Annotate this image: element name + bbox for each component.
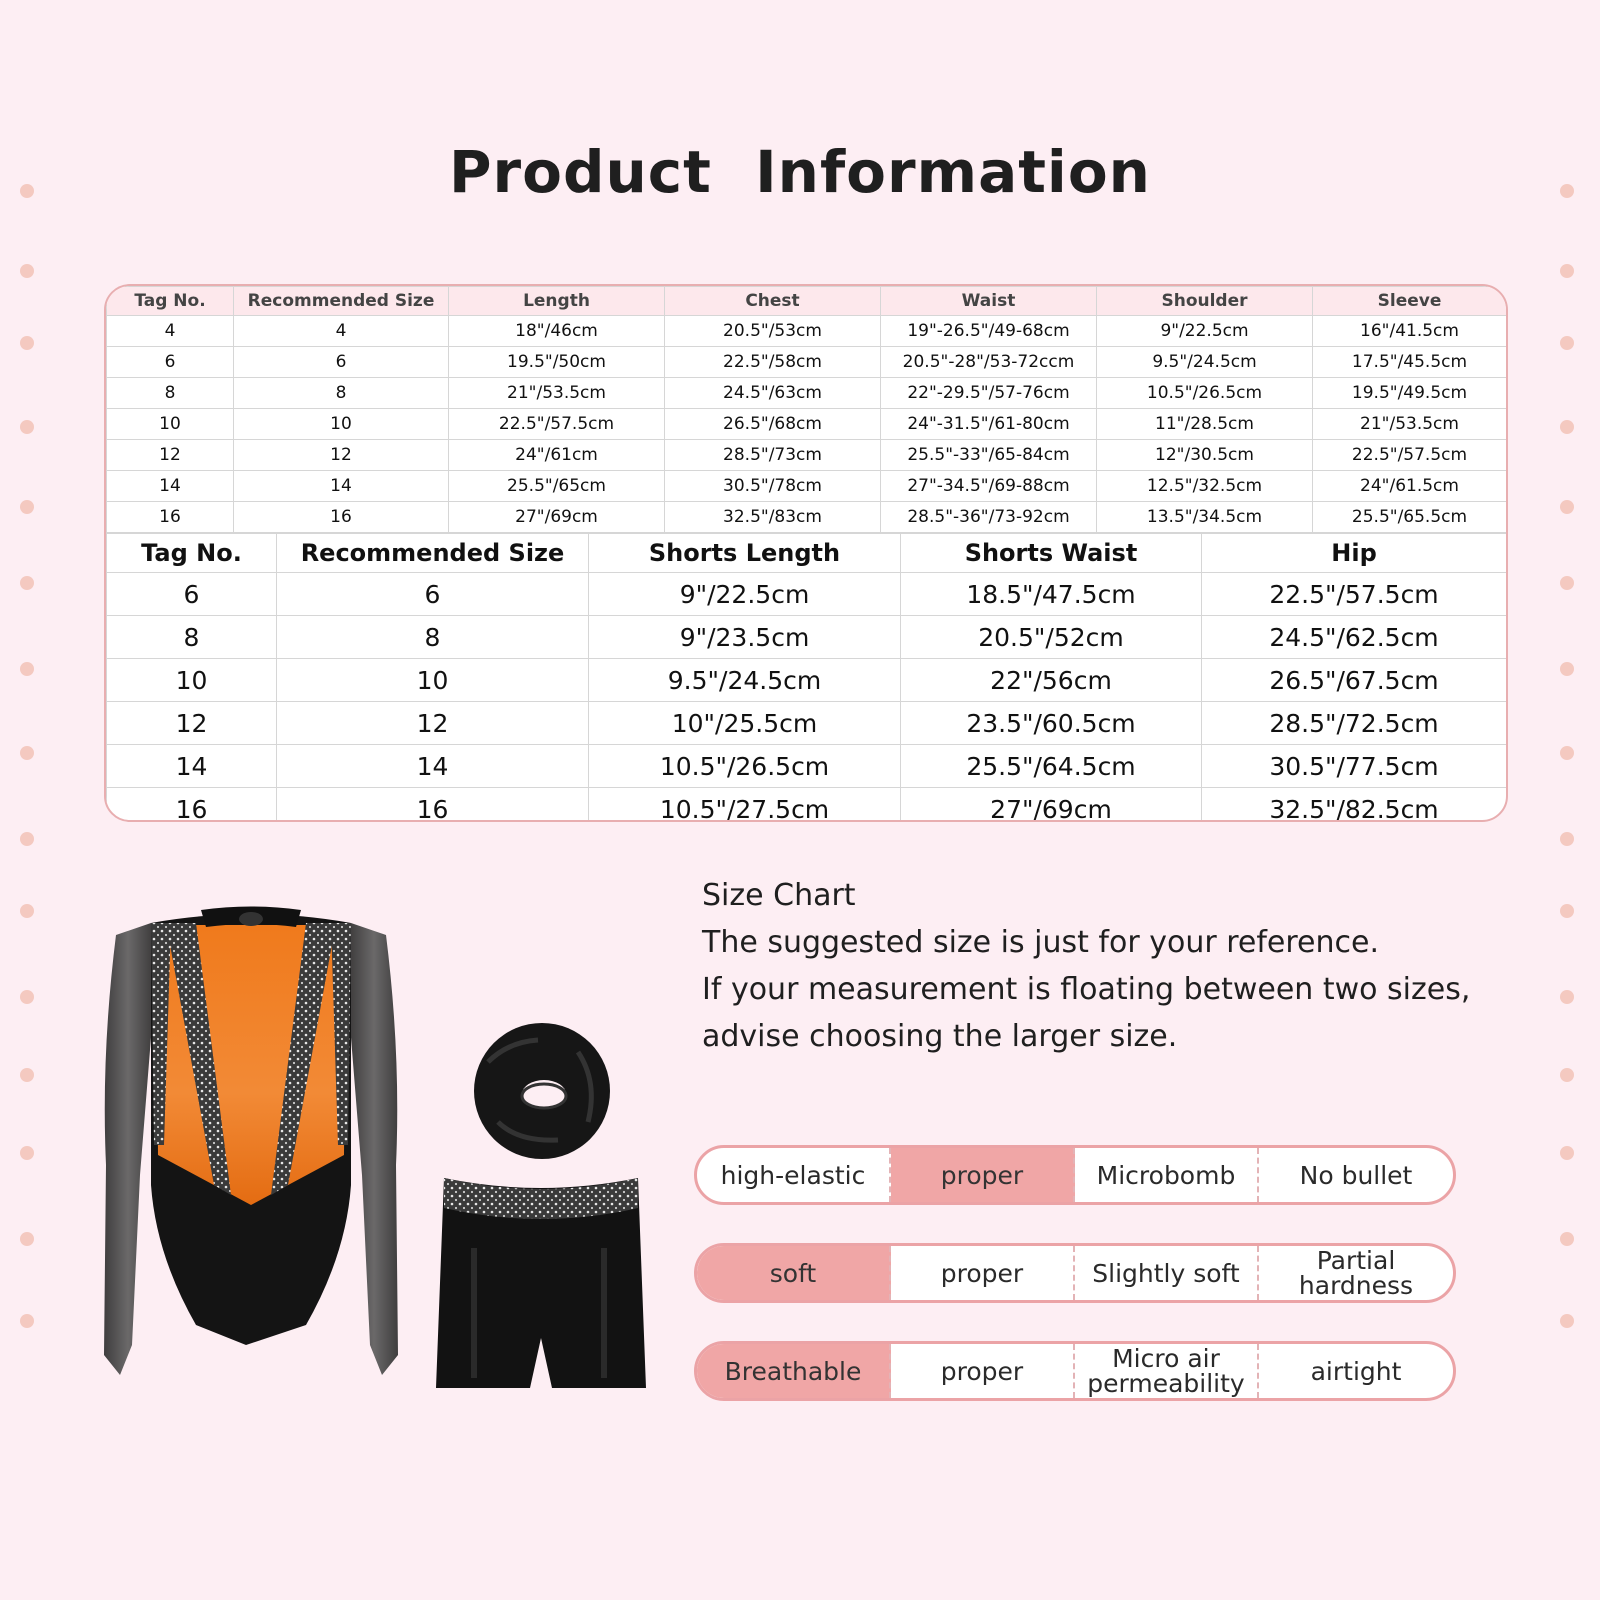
leotard-column-header: Length — [449, 287, 665, 316]
shorts-table-row — [107, 788, 1507, 823]
decorative-dot — [20, 264, 34, 278]
leotard-table-cell: 18"/46cm — [449, 316, 665, 347]
elasticity-option: high-elastic — [697, 1148, 891, 1202]
shorts-table-cell: 16 — [107, 788, 277, 823]
shorts-table-cell: 6 — [277, 573, 589, 616]
size-note-line: If your measurement is floating between two sizes, — [702, 972, 1471, 1007]
decorative-dot — [20, 336, 34, 350]
softness-option-selected: soft — [697, 1246, 891, 1300]
shorts-table-row — [107, 573, 1507, 616]
decorative-dot — [1560, 662, 1574, 676]
leotard-table-cell: 4 — [234, 316, 449, 347]
leotard-table-cell: 25.5"/65.5cm — [1313, 502, 1507, 533]
breathability-option: airtight — [1310, 1356, 1402, 1386]
size-note — [702, 872, 1522, 1060]
leotard-table-cell: 24.5"/63cm — [665, 378, 881, 409]
decorative-dot — [20, 1314, 34, 1328]
softness-option: proper — [891, 1246, 1075, 1300]
leotard-table-cell: 22.5"/57.5cm — [1313, 440, 1507, 471]
shorts-column-header: Hip — [1202, 534, 1507, 573]
decorative-dot — [1560, 832, 1574, 846]
elasticity-bar — [694, 1145, 1456, 1205]
leotard-column-header: Recommended Size — [234, 287, 449, 316]
size-note-heading: Size Chart — [702, 878, 856, 913]
leotard-table-cell: 24"-31.5"/61-80cm — [881, 409, 1097, 440]
softness-option: Slightly soft — [1075, 1246, 1259, 1300]
leotard-table-cell: 16 — [234, 502, 449, 533]
decorative-dot — [20, 904, 34, 918]
shorts-table-cell: 18.5"/47.5cm — [901, 573, 1202, 616]
leotard-table-cell: 6 — [234, 347, 449, 378]
leotard-table-cell: 6 — [107, 347, 234, 378]
breathability-option: Micro air permeability — [1075, 1344, 1259, 1398]
shorts-table-cell: 10 — [277, 659, 589, 702]
leotard-table-cell: 12.5"/32.5cm — [1097, 471, 1313, 502]
leotard-table-cell: 9"/22.5cm — [1097, 316, 1313, 347]
leotard-table-cell: 14 — [234, 471, 449, 502]
leotard-table-cell: 8 — [234, 378, 449, 409]
decorative-dot — [20, 832, 34, 846]
leotard-table-cell: 24"/61.5cm — [1313, 471, 1507, 502]
leotard-table-header — [107, 287, 1507, 316]
shorts-size-table — [106, 533, 1507, 822]
leotard-table-row — [107, 502, 1507, 533]
leotard-table-cell: 21"/53.5cm — [1313, 409, 1507, 440]
leotard-table-cell: 27"/69cm — [449, 502, 665, 533]
leotard-table-cell: 9.5"/24.5cm — [1097, 347, 1313, 378]
decorative-dot — [20, 500, 34, 514]
decorative-dot — [1560, 990, 1574, 1004]
leotard-table-cell: 17.5"/45.5cm — [1313, 347, 1507, 378]
shorts-table-cell: 9"/23.5cm — [589, 616, 901, 659]
shorts-table-cell: 25.5"/64.5cm — [901, 745, 1202, 788]
leotard-table-cell: 4 — [107, 316, 234, 347]
decorative-dot — [1560, 576, 1574, 590]
decorative-dot — [20, 420, 34, 434]
leotard-table-cell: 30.5"/78cm — [665, 471, 881, 502]
shorts-table-row — [107, 745, 1507, 788]
leotard-table-cell: 12 — [107, 440, 234, 471]
shorts-table-cell: 23.5"/60.5cm — [901, 702, 1202, 745]
leotard-table-cell: 16"/41.5cm — [1313, 316, 1507, 347]
leotard-table-cell: 19.5"/49.5cm — [1313, 378, 1507, 409]
shorts-table-cell: 8 — [107, 616, 277, 659]
softness-option: Partial hardness — [1298, 1246, 1414, 1300]
shorts-table-cell: 26.5"/67.5cm — [1202, 659, 1507, 702]
shorts-table-cell: 22.5"/57.5cm — [1202, 573, 1507, 616]
leotard-table-cell: 20.5"/53cm — [665, 316, 881, 347]
leotard-table-cell: 27"-34.5"/69-88cm — [881, 471, 1097, 502]
shorts-table-cell: 12 — [107, 702, 277, 745]
leotard-table-cell: 25.5"/65cm — [449, 471, 665, 502]
leotard-table-cell: 19.5"/50cm — [449, 347, 665, 378]
leotard-column-header: Chest — [665, 287, 881, 316]
shorts-table-cell: 6 — [107, 573, 277, 616]
leotard-column-header: Waist — [881, 287, 1097, 316]
shorts-table-cell: 10.5"/27.5cm — [589, 788, 901, 823]
decorative-dot — [20, 662, 34, 676]
decorative-dot — [20, 1232, 34, 1246]
shorts-table-cell: 32.5"/82.5cm — [1202, 788, 1507, 823]
decorative-dot — [1560, 336, 1574, 350]
shorts-table-cell: 10 — [107, 659, 277, 702]
decorative-dot — [20, 576, 34, 590]
leotard-table-cell: 25.5"-33"/65-84cm — [881, 440, 1097, 471]
size-note-line: advise choosing the larger size. — [702, 1019, 1178, 1054]
leotard-table-cell: 8 — [107, 378, 234, 409]
shorts-table-cell: 9"/22.5cm — [589, 573, 901, 616]
leotard-table-cell: 16 — [107, 502, 234, 533]
right-dot-column — [1560, 0, 1580, 1600]
leotard-table-cell: 10 — [234, 409, 449, 440]
leotard-table-cell: 20.5"-28"/53-72ccm — [881, 347, 1097, 378]
decorative-dot — [1560, 420, 1574, 434]
decorative-dot — [1560, 1232, 1574, 1246]
decorative-dot — [1560, 264, 1574, 278]
elasticity-option: Microbomb — [1075, 1148, 1259, 1202]
leotard-table-row — [107, 378, 1507, 409]
leotard-image — [96, 905, 406, 1395]
leotard-table-row — [107, 316, 1507, 347]
scrunchie-image — [468, 1022, 616, 1160]
shorts-table-header — [107, 534, 1507, 573]
decorative-dot — [20, 990, 34, 1004]
shorts-table-cell: 12 — [277, 702, 589, 745]
leotard-table-cell: 19"-26.5"/49-68cm — [881, 316, 1097, 347]
leotard-table-cell: 22"-29.5"/57-76cm — [881, 378, 1097, 409]
shorts-table-cell: 28.5"/72.5cm — [1202, 702, 1507, 745]
decorative-dot — [1560, 1314, 1574, 1328]
leotard-table-row — [107, 440, 1507, 471]
decorative-dot — [1560, 1146, 1574, 1160]
shorts-table-row — [107, 616, 1507, 659]
shorts-table-cell: 16 — [277, 788, 589, 823]
softness-bar — [694, 1243, 1456, 1303]
leotard-table-row — [107, 409, 1507, 440]
shorts-column-header: Shorts Waist — [901, 534, 1202, 573]
shorts-table-cell: 30.5"/77.5cm — [1202, 745, 1507, 788]
shorts-table-row — [107, 702, 1507, 745]
decorative-dot — [20, 1068, 34, 1082]
leotard-table-cell: 22.5"/57.5cm — [449, 409, 665, 440]
elasticity-option-selected: proper — [891, 1148, 1075, 1202]
leotard-column-header: Sleeve — [1313, 287, 1507, 316]
left-dot-column — [20, 0, 40, 1600]
leotard-table-cell: 28.5"-36"/73-92cm — [881, 502, 1097, 533]
breathability-option: proper — [891, 1344, 1075, 1398]
shorts-column-header: Tag No. — [107, 534, 277, 573]
shorts-table-row — [107, 659, 1507, 702]
leotard-table-row — [107, 471, 1507, 502]
elasticity-option: No bullet — [1299, 1160, 1413, 1190]
shorts-table-cell: 22"/56cm — [901, 659, 1202, 702]
shorts-column-header: Shorts Length — [589, 534, 901, 573]
shorts-image — [434, 1178, 648, 1396]
shorts-table-cell: 10"/25.5cm — [589, 702, 901, 745]
leotard-column-header: Tag No. — [107, 287, 234, 316]
shorts-table-cell: 8 — [277, 616, 589, 659]
shorts-table-cell: 10.5"/26.5cm — [589, 745, 901, 788]
breathability-bar — [694, 1341, 1456, 1401]
breathability-option-selected: Breathable — [697, 1344, 891, 1398]
leotard-table-cell: 13.5"/34.5cm — [1097, 502, 1313, 533]
decorative-dot — [1560, 904, 1574, 918]
decorative-dot — [20, 1146, 34, 1160]
leotard-table-cell: 21"/53.5cm — [449, 378, 665, 409]
shorts-table-cell: 9.5"/24.5cm — [589, 659, 901, 702]
size-note-line: The suggested size is just for your reference. — [702, 925, 1379, 960]
size-chart-tables — [104, 284, 1508, 822]
shorts-table-cell: 14 — [107, 745, 277, 788]
page-title: Product Information — [449, 138, 1151, 206]
decorative-dot — [1560, 746, 1574, 760]
shorts-column-header: Recommended Size — [277, 534, 589, 573]
leotard-size-table — [106, 286, 1507, 533]
shorts-table-cell: 20.5"/52cm — [901, 616, 1202, 659]
leotard-table-cell: 10 — [107, 409, 234, 440]
leotard-column-header: Shoulder — [1097, 287, 1313, 316]
shorts-table-cell: 14 — [277, 745, 589, 788]
leotard-table-cell: 24"/61cm — [449, 440, 665, 471]
leotard-table-cell: 26.5"/68cm — [665, 409, 881, 440]
leotard-table-cell: 10.5"/26.5cm — [1097, 378, 1313, 409]
leotard-table-cell: 11"/28.5cm — [1097, 409, 1313, 440]
shorts-table-cell: 24.5"/62.5cm — [1202, 616, 1507, 659]
leotard-table-row — [107, 347, 1507, 378]
decorative-dot — [1560, 500, 1574, 514]
leotard-table-cell: 12"/30.5cm — [1097, 440, 1313, 471]
leotard-table-cell: 22.5"/58cm — [665, 347, 881, 378]
decorative-dot — [1560, 1068, 1574, 1082]
decorative-dot — [20, 746, 34, 760]
leotard-table-cell: 28.5"/73cm — [665, 440, 881, 471]
leotard-table-cell: 14 — [107, 471, 234, 502]
leotard-table-cell: 32.5"/83cm — [665, 502, 881, 533]
leotard-table-cell: 12 — [234, 440, 449, 471]
shorts-table-cell: 27"/69cm — [901, 788, 1202, 823]
